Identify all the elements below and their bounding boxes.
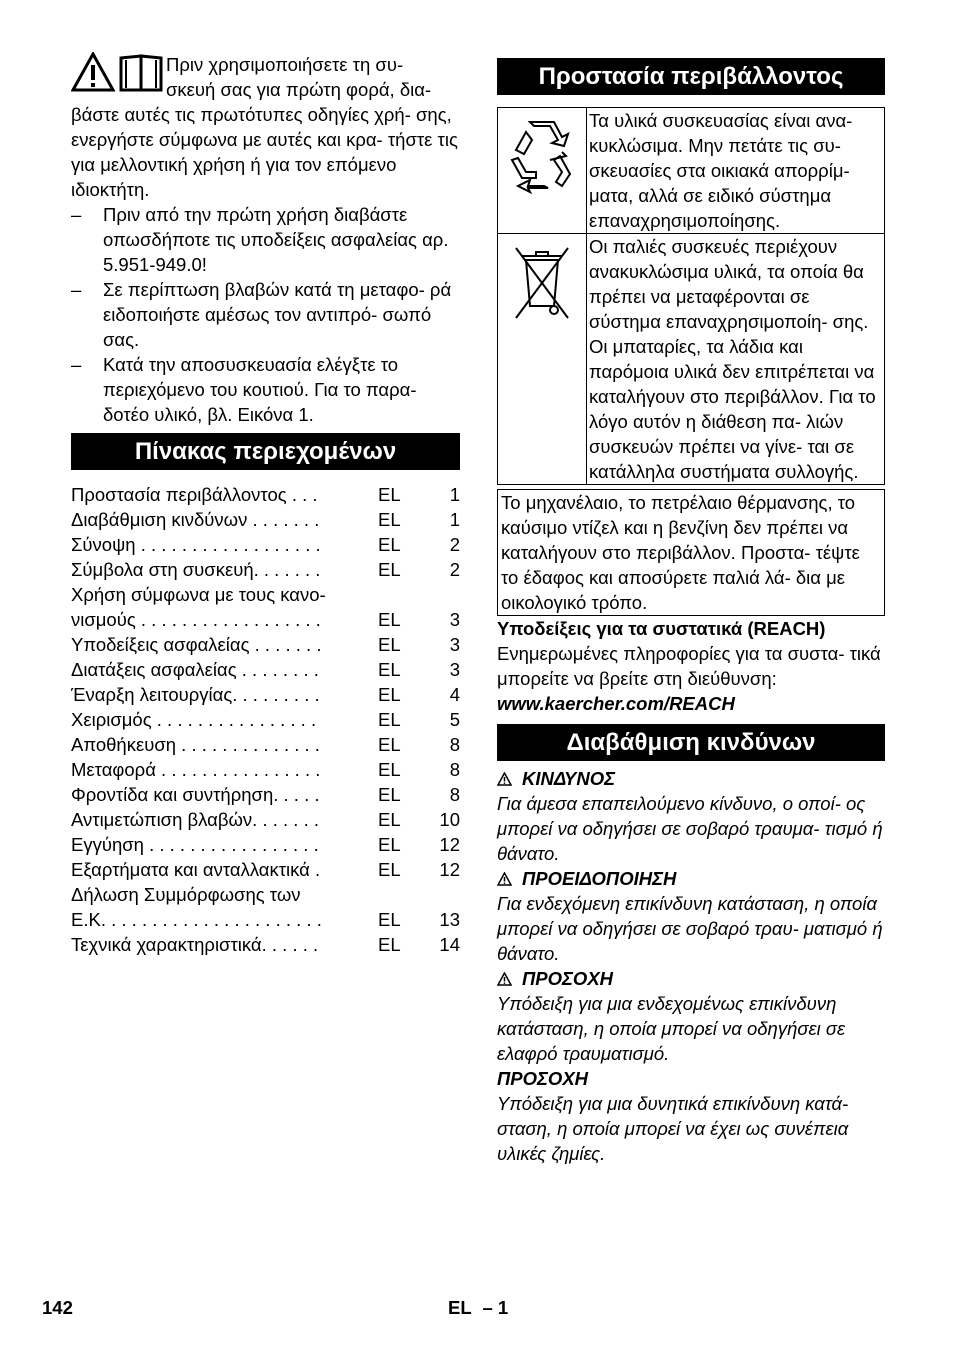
hazard-heading: Διαβάθμιση κινδύνων xyxy=(497,724,885,761)
toc-entry-page: 8 xyxy=(449,734,460,755)
toc-entry-page: 12 xyxy=(439,834,460,855)
toc-leader-dots: . . . . . . . xyxy=(253,559,321,580)
manual-book-icon xyxy=(121,56,161,90)
toc-entry-page: 2 xyxy=(449,559,460,580)
toc-entry-label xyxy=(71,632,364,657)
toc-entry-lang: EL xyxy=(378,534,401,555)
toc-entry-label xyxy=(71,907,364,932)
toc-entry-title: Διατάξεις ασφαλείας xyxy=(71,659,237,680)
toc-entry-title: Προστασία περιβάλλοντος xyxy=(71,484,287,505)
toc-entry-lang: EL xyxy=(378,784,401,805)
table-row xyxy=(498,234,885,485)
toc-leader-dots: . . . . . xyxy=(273,784,320,805)
intro-line-2: σκευή σας για πρώτη φορά, δια- xyxy=(166,79,432,100)
toc-entry-lang: EL xyxy=(378,634,401,655)
crossed-bin-icon xyxy=(512,242,572,322)
toc-entry[interactable] xyxy=(71,782,460,807)
toc-leader-dots: . . . . . . . . . xyxy=(232,684,320,705)
toc-entry[interactable] xyxy=(71,682,460,707)
intro-text: βάστε αυτές τις πρωτότυπες οδηγίες χρή- σης, ενεργήστε σύμφωνα με αυτές και κρα- τήστε τις για μελλοντική χρήση ή για τον επόμενο ιδιοκτήτη. xyxy=(71,104,458,200)
toc-entry-title: Έναρξη λειτουργίας xyxy=(71,684,233,705)
toc-entry-title: Ε.Κ. xyxy=(71,909,106,930)
toc-leader-dots: . . . . . . . . . . . . . . . . xyxy=(151,709,317,730)
toc-entry-title: Τεχνικά χαρακτηριστικά xyxy=(71,934,262,955)
footer-section-page: – 1 xyxy=(482,1297,509,1318)
toc-entry-title: Διαβάθμιση κινδύνων xyxy=(71,509,248,530)
toc-entry-title: Υποδείξεις ασφαλείας xyxy=(71,634,250,655)
crossed-bin-icon-cell xyxy=(498,234,587,485)
toc-entry-label xyxy=(71,482,364,507)
toc-entry-title: Χειρισμός xyxy=(71,709,152,730)
toc-entry[interactable] xyxy=(71,932,460,957)
toc-entry-lang: EL xyxy=(378,734,401,755)
toc-entry-title: Μεταφορά xyxy=(71,759,156,780)
environment-table xyxy=(497,107,885,485)
toc-leader-dots: . . . . . . . xyxy=(247,509,320,530)
environment-heading: Προστασία περιβάλλοντος xyxy=(497,58,885,95)
toc-entry[interactable] xyxy=(71,607,460,632)
toc-entry-page: 10 xyxy=(439,809,460,830)
toc-entry-page: 8 xyxy=(449,784,460,805)
warning-triangle-icon xyxy=(497,772,512,786)
table-of-contents xyxy=(71,482,460,957)
toc-entry-label xyxy=(71,832,364,857)
toc-entry-page: 1 xyxy=(449,484,460,505)
intro-bullet: – Κατά την αποσυσκευασία ελέγξτε το περιεχόμενο του κουτιού. Για το παρα- δοτέο υλικό, βλ. Εικόνα 1. xyxy=(71,352,460,427)
caution-label xyxy=(497,966,885,991)
toc-entry-lang: EL xyxy=(378,709,401,730)
toc-entry-title-line xyxy=(71,882,460,907)
toc-entry-label xyxy=(71,707,364,732)
intro-icons xyxy=(71,52,166,98)
reach-text: Ενημερωμένες πληροφορίες για τα συστα- τικά μπορείτε να βρείτε στη διεύθυνση: xyxy=(497,643,881,689)
oil-notice-box: Το μηχανέλαιο, το πετρέλαιο θέρμανσης, το καύσιμο ντίζελ και η βενζίνη δεν πρέπει να καταλήγουν στο περιβάλλον. Προστα- τέψτε το έδαφος και αποσύρετε παλιά λά- δια με οικολογικό τρόπο. xyxy=(497,489,885,616)
toc-entry[interactable] xyxy=(71,907,460,932)
toc-entry-label xyxy=(71,857,364,882)
toc-entry-lang: EL xyxy=(378,559,401,580)
toc-entry-title-line xyxy=(71,582,460,607)
toc-leader-dots: . . . . . . . . . . . . . . . . . . xyxy=(135,534,321,555)
toc-entry-page: 8 xyxy=(449,759,460,780)
intro-bullet: – Πριν από την πρώτη χρήση διαβάστε οπωσδήποτε τις υποδείξεις ασφαλείας αρ. 5.951-949.0! xyxy=(71,202,460,277)
toc-entry-title: Χρήση σύμφωνα με τους κανο- xyxy=(71,584,326,605)
toc-entry-label xyxy=(71,657,364,682)
warning-label-text: ΠΡΟΕΙΔΟΠΟΙΗΣΗ xyxy=(522,868,677,889)
warning-text: Για ενδεχόμενη επικίνδυνη κατάσταση, η οποία μπορεί να οδηγήσει σε σοβαρό τραυ- ματισμό ή θάνατο. xyxy=(497,893,883,964)
toc-entry-label xyxy=(71,507,364,532)
reach-heading: Υποδείξεις για τα συστατικά (REACH) xyxy=(497,618,826,639)
toc-entry-label xyxy=(71,782,364,807)
toc-entry[interactable] xyxy=(71,657,460,682)
warning-label xyxy=(497,866,885,891)
toc-entry-page: 12 xyxy=(439,859,460,880)
toc-entry[interactable] xyxy=(71,832,460,857)
toc-entry-lang: EL xyxy=(378,509,401,530)
toc-entry-lang: EL xyxy=(378,809,401,830)
reach-url-link[interactable]: www.kaercher.com/REACH xyxy=(497,693,735,714)
toc-entry[interactable] xyxy=(71,507,460,532)
toc-entry-lang: EL xyxy=(378,484,401,505)
caution-label-text: ΠΡΟΣΟΧΗ xyxy=(522,968,614,989)
intro-line-1: Πριν χρησιμοποιήσετε τη συ- xyxy=(166,54,404,75)
toc-entry-label xyxy=(71,932,364,957)
toc-entry-title: Σύνοψη xyxy=(71,534,136,555)
danger-text: Για άμεσα επαπειλούμενο κίνδυνο, ο οποί- ος μπορεί να οδηγήσει σε σοβαρό τραυμα- τισμό ή θάνατο. xyxy=(497,793,883,864)
toc-leader-dots: . . . . . . . xyxy=(252,809,319,830)
toc-leader-dots: . . . . . . . . . . . . . . . . . . xyxy=(135,609,321,630)
toc-entry-label xyxy=(71,732,364,757)
notice-label: ΠΡΟΣΟΧΗ xyxy=(497,1068,589,1089)
toc-leader-dots: . . . . . . . xyxy=(249,634,322,655)
toc-entry-page: 13 xyxy=(439,909,460,930)
toc-entry-title: Αποθήκευση xyxy=(71,734,177,755)
toc-leader-dots: . . . xyxy=(286,484,318,505)
disposal-text: Οι παλιές συσκευές περιέχουν ανακυκλώσιμα υλικά, τα οποία θα πρέπει να μεταφέρονται σε σύστημα επαναχρησιμοποίη- σης. Οι μπαταρίες, τα λάδια και παρόμοια υλικά δεν επιτρέπεται να καταλήγουν στο περιβάλλον. Για το λόγο αυτόν η διάθεση πα- λιών συσκευών πρέπει να γίνε- ται σε κατάλληλα συστήματα συλλογής. xyxy=(587,234,885,485)
footer-lang: EL xyxy=(448,1297,472,1318)
warning-triangle-icon xyxy=(497,972,512,986)
toc-entry-lang: EL xyxy=(378,684,401,705)
toc-entry-lang: EL xyxy=(378,909,401,930)
toc-leader-dots: . . . . . . . . . . . . . . . . . xyxy=(143,834,319,855)
footer-section-label xyxy=(448,1297,508,1319)
toc-entry-title: Φροντίδα και συντήρηση xyxy=(71,784,274,805)
danger-label-text: ΚΙΝΔΥΝΟΣ xyxy=(522,768,616,789)
toc-entry-page: 14 xyxy=(439,934,460,955)
caution-text: Υπόδειξη για μια ενδεχομένως επικίνδυνη κατάσταση, η οποία μπορεί να οδηγήσει σε ελαφρό τραυματισμό. xyxy=(497,993,846,1064)
table-row xyxy=(498,108,885,234)
toc-entry-page: 2 xyxy=(449,534,460,555)
toc-heading: Πίνακας περιεχομένων xyxy=(71,433,460,470)
toc-entry-page: 3 xyxy=(449,609,460,630)
toc-entry-lang: EL xyxy=(378,609,401,630)
toc-entry-label xyxy=(71,607,364,632)
toc-entry-page: 3 xyxy=(449,634,460,655)
left-column xyxy=(71,52,460,957)
toc-entry[interactable] xyxy=(71,757,460,782)
toc-entry[interactable] xyxy=(71,482,460,507)
warning-triangle-icon xyxy=(497,872,512,886)
toc-entry-lang: EL xyxy=(378,834,401,855)
toc-leader-dots: . . . . . . . . xyxy=(236,659,319,680)
toc-entry-lang: EL xyxy=(378,759,401,780)
toc-entry-title: Εξαρτήματα και ανταλλακτικά xyxy=(71,859,310,880)
intro-bullet: – Σε περίπτωση βλαβών κατά τη μεταφο- ρά ειδοποιήστε αμέσως τον αντιπρό- σωπό σας. xyxy=(71,277,460,352)
toc-entry-title: Σύμβολα στη συσκευή xyxy=(71,559,254,580)
toc-leader-dots: . . . . . . . . . . . . . . . . xyxy=(155,759,321,780)
toc-leader-dots: . . . . . . xyxy=(261,934,319,955)
toc-entry[interactable] xyxy=(71,707,460,732)
danger-label xyxy=(497,766,885,791)
toc-entry-title: Αντιμετώπιση βλαβών xyxy=(71,809,253,830)
toc-entry-page: 5 xyxy=(449,709,460,730)
toc-entry-label xyxy=(71,807,364,832)
toc-entry-lang: EL xyxy=(378,859,401,880)
toc-entry[interactable] xyxy=(71,532,460,557)
recycle-text: Τα υλικά συσκευασίας είναι ανα- κυκλώσιμα. Μην πετάτε τις συ- σκευασίες στα οικιακά απορρίμ- ματα, αλλά σε ειδικό σύστημα επαναχρησιμοποίησης. xyxy=(587,108,885,234)
toc-entry[interactable] xyxy=(71,632,460,657)
toc-entry[interactable] xyxy=(71,857,460,882)
right-column xyxy=(497,58,885,1166)
intro-section xyxy=(71,52,460,427)
toc-entry-page: 1 xyxy=(449,509,460,530)
notice-text: Υπόδειξη για μια δυνητικά επικίνδυνη κατά- σταση, η οποία μπορεί να έχει ως συνέπεια υλικές ζημίες. xyxy=(497,1093,849,1164)
toc-entry-label xyxy=(71,532,364,557)
toc-entry-label xyxy=(71,757,364,782)
toc-entry-lang: EL xyxy=(378,659,401,680)
toc-entry-label xyxy=(71,682,364,707)
toc-leader-dots: . . . . . . . . . . . . . . . . . . . . . xyxy=(105,909,322,930)
toc-leader-dots: . xyxy=(309,859,321,880)
hazard-section xyxy=(497,766,885,1166)
toc-leader-dots: . . . . . . . . . . . . . . xyxy=(176,734,320,755)
page-number: 142 xyxy=(42,1297,73,1318)
toc-entry-title: Εγγύηση xyxy=(71,834,144,855)
toc-entry-lang: EL xyxy=(378,934,401,955)
toc-entry[interactable] xyxy=(71,732,460,757)
toc-entry-page: 3 xyxy=(449,659,460,680)
warning-triangle-icon xyxy=(73,54,113,90)
toc-entry[interactable] xyxy=(71,807,460,832)
toc-entry-page: 4 xyxy=(449,684,460,705)
toc-entry-title: νισμούς xyxy=(71,609,136,630)
recycle-icon xyxy=(504,116,580,196)
toc-entry[interactable] xyxy=(71,557,460,582)
toc-entry-title: Δήλωση Συμμόρφωσης των xyxy=(71,884,301,905)
recycle-icon-cell xyxy=(498,108,587,234)
toc-entry-label xyxy=(71,557,364,582)
